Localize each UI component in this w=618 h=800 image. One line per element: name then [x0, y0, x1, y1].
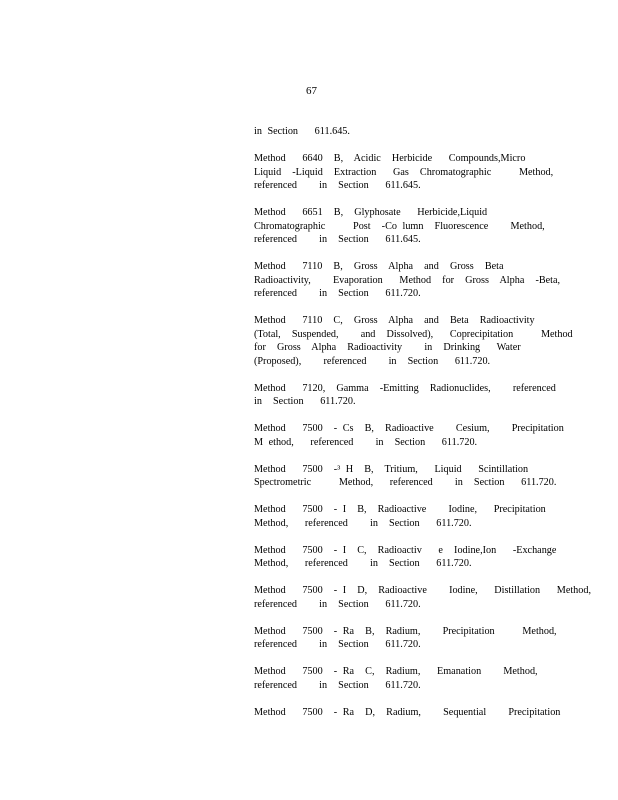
text-line: Method 7500 - Ra D, Radium, Sequential Precipitation: [254, 706, 561, 718]
paragraph: [254, 584, 592, 611]
text-line: referenced in Section 611.720.: [254, 639, 421, 650]
text-line: Method 7500 - I B, Radioactive Iodine, Precipitation: [254, 504, 546, 515]
text-line: Radioactivity, Evaporation Method for Gross Alpha -Beta,: [254, 274, 561, 286]
text-line: for Gross Alpha Radioactivity in Drinking Water: [254, 342, 521, 353]
text-line: referenced in Section 611.720.: [254, 288, 421, 299]
paragraph: [254, 706, 561, 720]
text-line: Spectrometric Method, referenced in Section 611.720.: [254, 477, 557, 488]
text-line: referenced in Section 611.645.: [254, 234, 421, 245]
text-line: Method 7500 - Ra B, Radium, Precipitation Method,: [254, 625, 557, 637]
text-line: in Section 611.720.: [254, 396, 356, 407]
paragraph: [254, 260, 561, 301]
text-line: Method 7500 - I D, Radioactive Iodine, Distillation Method,: [254, 585, 592, 596]
text-line: Method 7500 -³ H B, Tritium, Liquid Scintillation: [254, 463, 529, 475]
text-line: M ethod, referenced in Section 611.720.: [254, 436, 478, 448]
text-line: referenced in Section 611.720.: [254, 598, 421, 610]
text-line: Liquid -Liquid Extraction Gas Chromatographic Method,: [254, 166, 554, 178]
text-line: Method 7500 - Cs B, Radioactive Cesium, Precipitation: [254, 423, 564, 434]
paragraph: [254, 625, 557, 652]
text-line: (Total, Suspended, and Dissolved), Coprecipitation Method: [254, 328, 573, 340]
page-number: 67: [306, 85, 317, 97]
document-body: [254, 125, 592, 733]
text-line: Method 7500 - Ra C, Radium, Emanation Method,: [254, 666, 538, 677]
text-line: Method 6640 B, Acidic Herbicide Compounds,Micro: [254, 153, 526, 164]
text-line: Method, referenced in Section 611.720.: [254, 517, 472, 529]
paragraph: [254, 206, 544, 247]
paragraph: [254, 314, 573, 368]
paragraph: [254, 544, 557, 571]
text-line: Method 7120, Gamma -Emitting Radionuclides, referenced: [254, 382, 556, 394]
text-line: (Proposed), referenced in Section 611.720.: [254, 355, 491, 367]
text-line: Method, referenced in Section 611.720.: [254, 558, 472, 569]
text-line: Method 7110 B, Gross Alpha and Gross Beta: [254, 261, 504, 272]
paragraph: [254, 125, 544, 139]
text-line: Method 6651 B, Glyphosate Herbicide,Liquid: [254, 207, 488, 218]
paragraph: [254, 422, 564, 449]
paragraph: [254, 665, 544, 692]
paragraph: [254, 382, 556, 409]
text-line: Method 7500 - I C, Radioactiv e Iodine,Ion -Exchange: [254, 544, 557, 556]
text-line: Chromatographic Post -Co lumn Fluorescence Method,: [254, 220, 545, 232]
text-line: in Section 611.645.: [254, 126, 350, 137]
text-line: referenced in Section 611.720.: [254, 679, 421, 691]
text-line: referenced in Section 611.645.: [254, 180, 421, 191]
paragraph: [254, 503, 544, 530]
text-line: Method 7110 C, Gross Alpha and Beta Radioactivity: [254, 315, 535, 326]
paragraph: [254, 463, 557, 490]
paragraph: [254, 152, 554, 193]
